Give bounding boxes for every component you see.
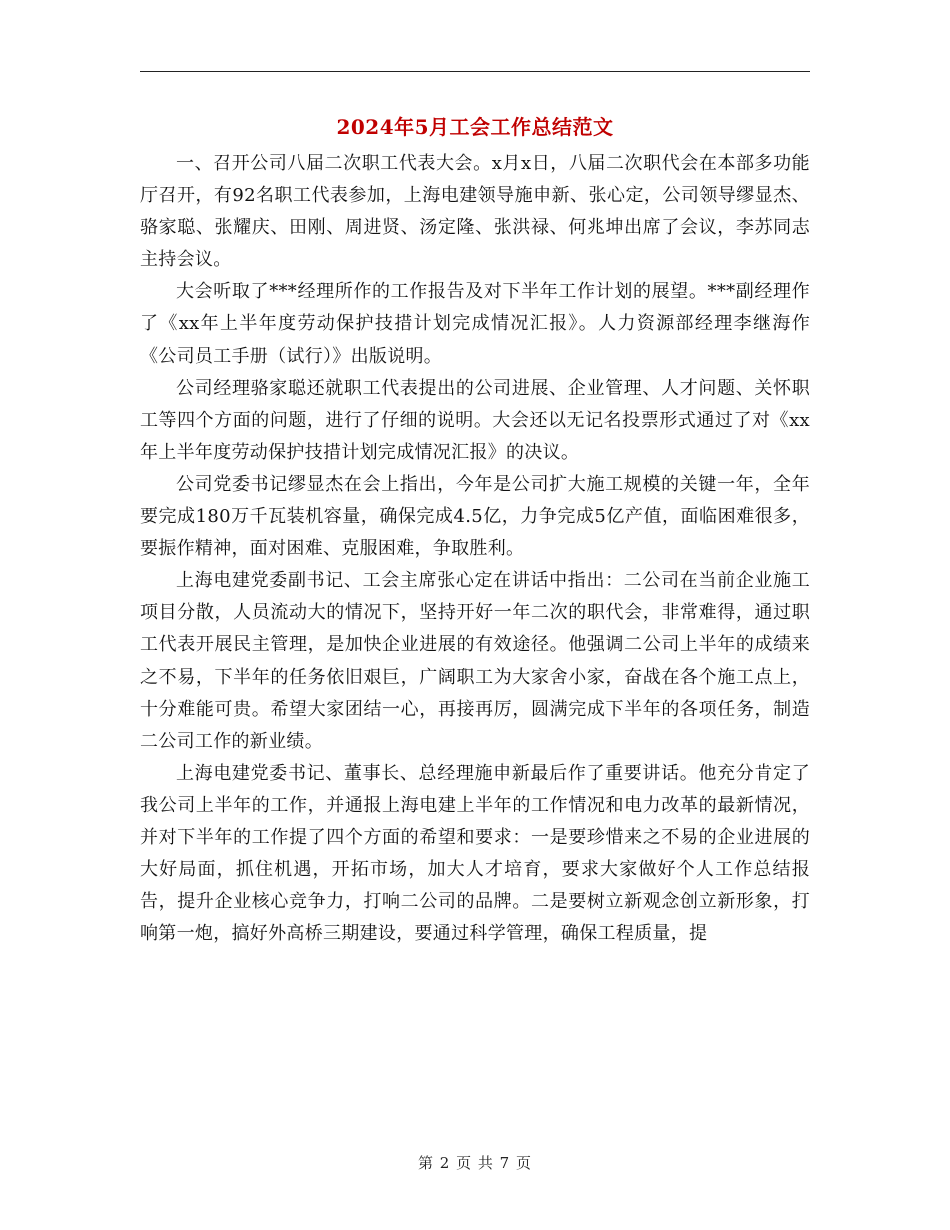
header-rule [140,71,810,72]
paragraph: 上海电建党委书记、董事长、总经理施申新最后作了重要讲话。他充分肯定了我公司上半年的工作，并通报上海电建上半年的工作情况和电力改革的最新情况，并对下半年的工作提了四个方面的希望和要求：一是要珍惜来之不易的企业进展的大好局面，抓住机遇，开拓市场，加大人才培育，要求大家做好个人工作总结报告，提升企业核心竞争力，打响二公司的品牌。二是要树立新观念创立新形象，打响第一炮，搞好外高桥三期建设，要通过科学管理，确保工程质量，提 [140,762,810,945]
paragraph: 公司党委书记缪显杰在会上指出，今年是公司扩大施工规模的关键一年，全年要完成180万千瓦装机容量，确保完成4.5亿，力争完成5亿产值，面临困难很多，要振作精神，面对困难、克服困难，争取胜利。 [140,473,810,560]
paragraph: 上海电建党委副书记、工会主席张心定在讲话中指出：二公司在当前企业施工项目分散，人员流动大的情况下，坚持开好一年二次的职代会，非常难得，通过职工代表开展民主管理，是加快企业进展的有效途径。他强调二公司上半年的成绩来之不易，下半年的任务依旧艰巨，广阔职工为大家舍小家，奋战在各个施工点上，十分难能可贵。希望大家团结一心，再接再厉，圆满完成下半年的各项任务，制造二公司工作的新业绩。 [140,570,810,752]
page-number-footer: 第 2 页 共 7 页 [418,1154,532,1172]
paragraph: 公司经理骆家聪还就职工代表提出的公司进展、企业管理、人才问题、关怀职工等四个方面的问题，进行了仔细的说明。大会还以无记名投票形式通过了对《xx年上半年度劳动保护技措计划完成情况汇报》的决议。 [140,377,810,463]
document-title: 2024年5月工会工作总结范文 [336,115,614,139]
paragraph: 一、召开公司八届二次职工代表大会。x月x日，八届二次职代会在本部多功能厅召开，有92名职工代表参加，上海电建领导施申新、张心定，公司领导缪显杰、骆家聪、张耀庆、田刚、周进贤、汤定隆、张洪禄、何兆坤出席了会议，李苏同志主持会议。 [140,153,810,271]
document-body [140,148,810,950]
paragraph: 大会听取了***经理所作的工作报告及对下半年工作计划的展望。***副经理作了《xx年上半年度劳动保护技措计划完成情况汇报》。人力资源部经理李继海作《公司员工手册（试行）》出版说明。 [140,281,810,367]
